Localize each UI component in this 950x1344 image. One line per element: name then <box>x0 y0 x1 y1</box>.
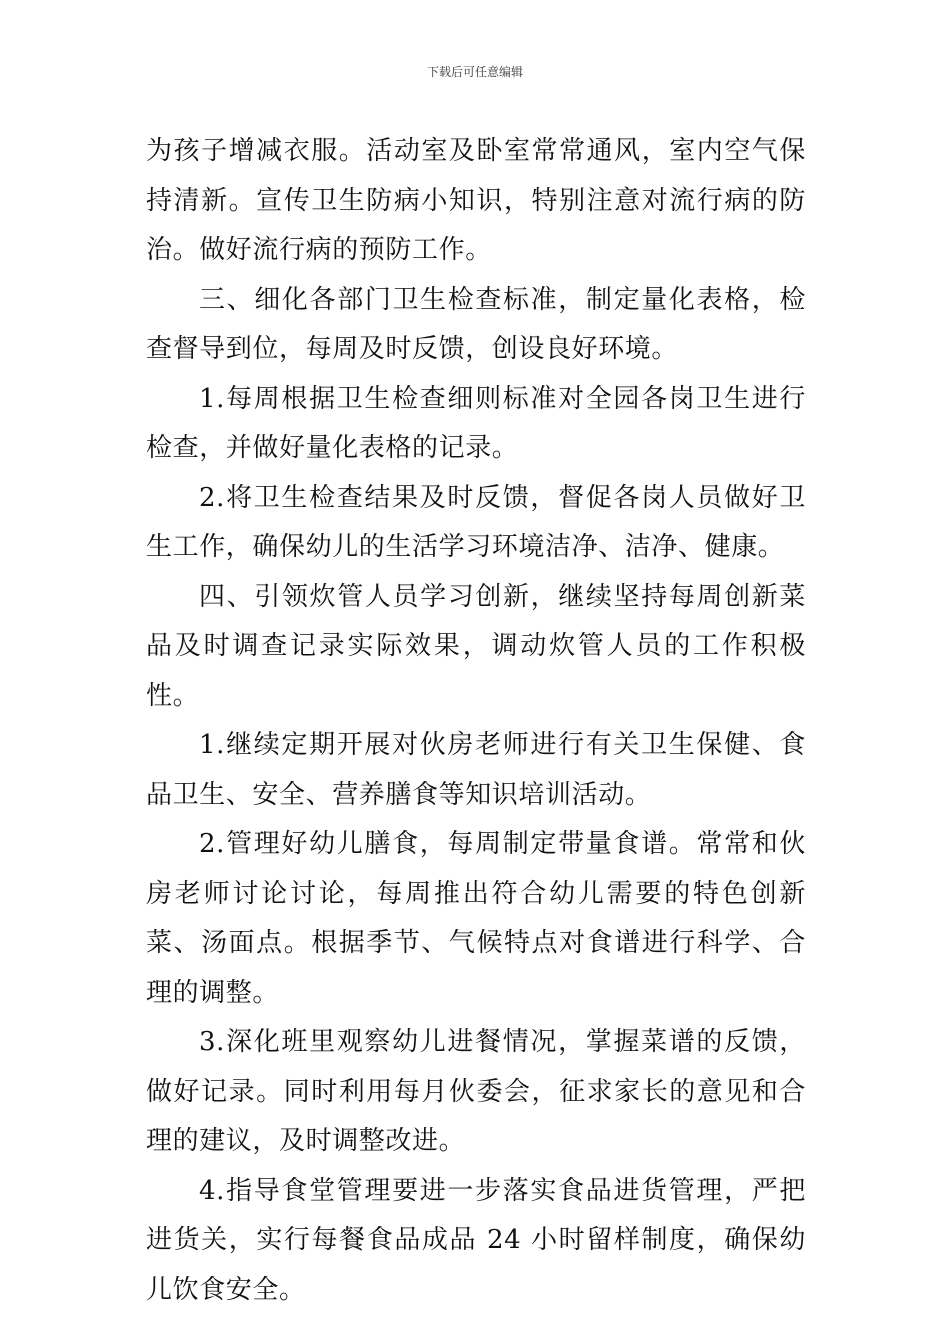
list-item: 3.深化班里观察幼儿进餐情况，掌握菜谱的反馈，做好记录。同时利用每月伙委会，征求家长的意见和合理的建议，及时调整改进。 <box>146 1027 806 1156</box>
page-header-note: 下载后可任意编辑 <box>426 65 523 79</box>
list-item: 2.将卫生检查结果及时反馈，督促各岗人员做好卫生工作，确保幼儿的生活学习环境洁净、洁净、健康。 <box>146 482 806 562</box>
list-item: 4.指导食堂管理要进一步落实食品进货管理，严把进货关，实行每餐食品成品 24 小时留样制度，确保幼儿饮食安全。 <box>146 1175 806 1305</box>
document-body <box>146 127 806 1315</box>
section-heading-three: 三、细化各部门卫生检查标准，制定量化表格，检查督导到位，每周及时反馈，创设良好环境。 <box>146 284 806 364</box>
list-item: 2.管理好幼儿膳食，每周制定带量食谱。常常和伙房老师讨论讨论，每周推出符合幼儿需要的特色创新菜、汤面点。根据季节、气候特点对食谱进行科学、合理的调整。 <box>146 829 806 1008</box>
list-item: 1.继续定期开展对伙房老师进行有关卫生保健、食品卫生、安全、营养膳食等知识培训活动。 <box>146 730 806 810</box>
section-heading-four: 四、引领炊管人员学习创新，继续坚持每周创新菜品及时调查记录实际效果，调动炊管人员的工作积极性。 <box>146 581 806 711</box>
list-item: 1.每周根据卫生检查细则标准对全园各岗卫生进行检查，并做好量化表格的记录。 <box>146 383 806 463</box>
paragraph: 为孩子增减衣服。活动室及卧室常常通风，室内空气保持清新。宣传卫生防病小知识，特别注意对流行病的防治。做好流行病的预防工作。 <box>146 136 806 265</box>
